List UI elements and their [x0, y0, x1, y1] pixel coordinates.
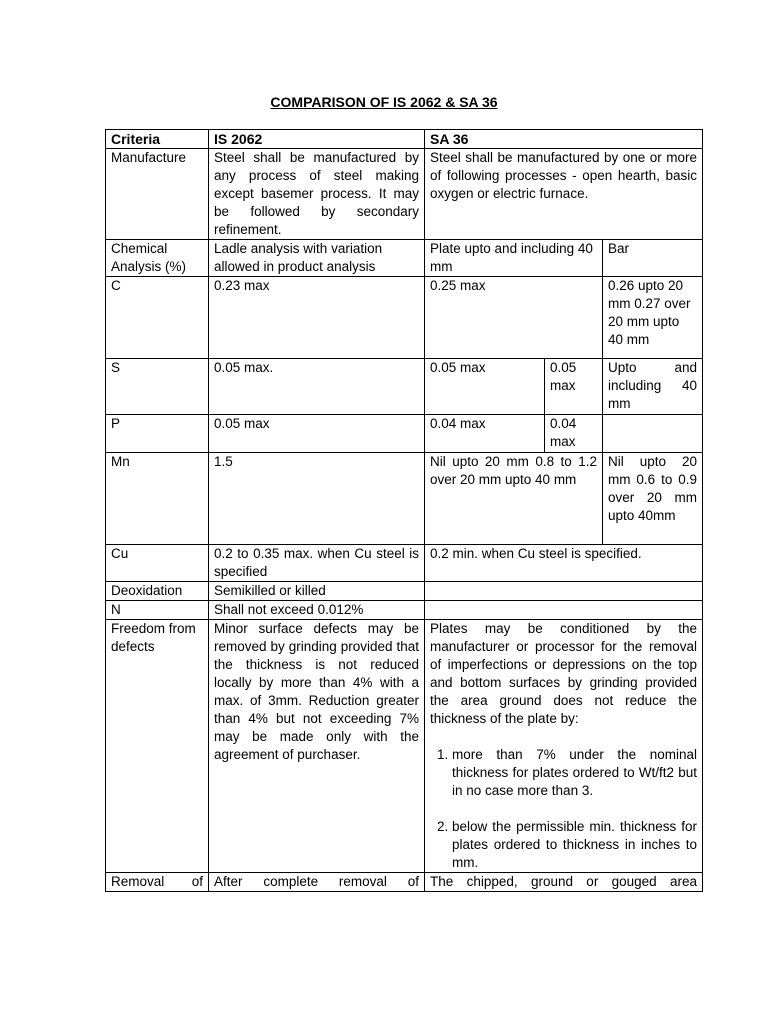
criteria-cell: P [106, 415, 209, 453]
criteria-cell: Chemical Analysis (%) [106, 240, 209, 277]
sa36-intro-text: Plates may be conditioned by the manufacturer or processor for the removal of imperfections or depressions on the top and bottom surfaces by grinding provided the area ground does not reduce the thickness of the plate by: [430, 621, 698, 726]
is2062-cell: Minor surface defects may be removed by grinding provided that the thickness is not reduced locally by more than 4% with a max. of 3mm. Reduction greater than 4% but not exceeding 7% may be made only with the agreement of purchaser. [209, 620, 425, 873]
sa36-bar-cell: Upto and including 40 mm [603, 359, 703, 415]
table-row [106, 453, 703, 545]
criteria-cell: C [106, 277, 209, 359]
document-title: COMPARISON OF IS 2062 & SA 36 [270, 94, 498, 110]
sa36-cell: The chipped, ground or gouged area [425, 873, 703, 892]
list-item: 2. below the permissible min. thickness for plates ordered to thickness in inches to mm. [452, 818, 697, 872]
is2062-cell: Semikilled or killed [209, 582, 425, 601]
list-item: 1. more than 7% under the nominal thickness for plates ordered to Wt/ft2 but in no case more than 3. [452, 746, 697, 800]
criteria-cell: S [106, 359, 209, 415]
criteria-cell: N [106, 601, 209, 620]
criteria-cell: Removal of [106, 873, 209, 892]
sa36-cell [425, 620, 703, 873]
is2062-cell: Steel shall be manufactured by any process of steel making except basemer process. It may be followed by secondary refinement. [209, 149, 425, 240]
sa36-bar-cell: Nil upto 20 mm 0.6 to 0.9 over 20 mm upto 40mm [603, 453, 703, 545]
header-is2062: IS 2062 [209, 130, 425, 149]
is2062-cell: 0.05 max [209, 415, 425, 453]
sa36-list [430, 746, 697, 872]
table-row [106, 582, 703, 601]
criteria-cell: Mn [106, 453, 209, 545]
sa36-plate-sub-cell: 0.04 max [545, 415, 603, 453]
sa36-plate-cell: 0.04 max [425, 415, 545, 453]
is2062-cell: After complete removal of [209, 873, 425, 892]
table-row [106, 601, 703, 620]
sa36-cell: Steel shall be manufactured by one or more of following processes - open hearth, basic oxygen or electric furnace. [425, 149, 703, 240]
sa36-cell [425, 601, 703, 620]
sa36-plate-cell: Nil upto 20 mm 0.8 to 1.2 over 20 mm upto 40 mm [425, 453, 603, 545]
sa36-cell: 0.2 min. when Cu steel is specified. [425, 545, 703, 582]
is2062-cell: Ladle analysis with variation allowed in product analysis [209, 240, 425, 277]
comparison-table [105, 129, 703, 892]
criteria-cell: Manufacture [106, 149, 209, 240]
sa36-bar-cell: 0.26 upto 20 mm 0.27 over 20 mm upto 40 mm [603, 277, 703, 359]
is2062-cell: Shall not exceed 0.012% [209, 601, 425, 620]
table-row [106, 545, 703, 582]
is2062-cell: 1.5 [209, 453, 425, 545]
criteria-cell: Cu [106, 545, 209, 582]
sa36-cell [425, 582, 703, 601]
criteria-cell: Freedom from defects [106, 620, 209, 873]
sa36-plate-cell: Plate upto and including 40 mm [425, 240, 603, 277]
sa36-plate-sub-cell: 0.05 max [545, 359, 603, 415]
header-sa36: SA 36 [425, 130, 703, 149]
sa36-bar-cell [603, 415, 703, 453]
criteria-cell: Deoxidation [106, 582, 209, 601]
is2062-cell: 0.23 max [209, 277, 425, 359]
table-row [106, 620, 703, 873]
header-criteria: Criteria [106, 130, 209, 149]
table-row [106, 873, 703, 892]
is2062-cell: 0.2 to 0.35 max. when Cu steel is specified [209, 545, 425, 582]
sa36-plate-cell: 0.05 max [425, 359, 545, 415]
table-row [106, 240, 703, 277]
table-row [106, 359, 703, 415]
sa36-plate-cell: 0.25 max [425, 277, 603, 359]
sa36-bar-cell: Bar [603, 240, 703, 277]
table-row [106, 415, 703, 453]
table-header-row [106, 130, 703, 149]
is2062-cell: 0.05 max. [209, 359, 425, 415]
table-row [106, 149, 703, 240]
table-row [106, 277, 703, 359]
